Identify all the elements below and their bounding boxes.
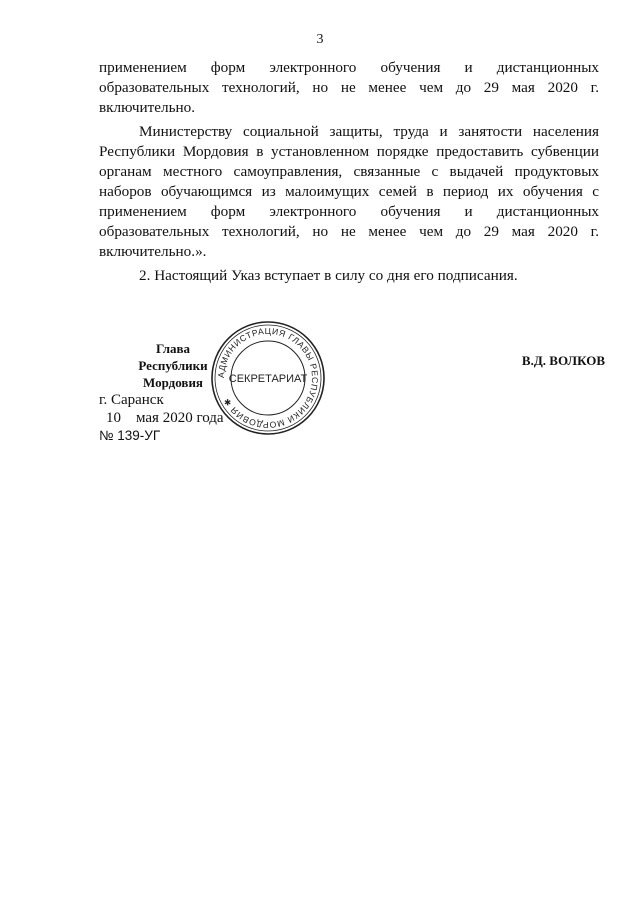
place-date <box>106 409 224 427</box>
stamp-center-text: СЕКРЕТАРИАТ <box>228 373 308 385</box>
signatory-name: В.Д. ВОЛКОВ <box>521 353 605 368</box>
signatory-title-line2: Республики Мордовия <box>138 358 208 390</box>
signatory-title-line1: Глава <box>155 341 191 356</box>
date-month-year: мая 2020 года <box>136 410 224 426</box>
decree-number: № 139-УГ <box>99 428 161 443</box>
stamp-ring-text: АДМИНИСТРАЦИЯ ГЛАВЫ РЕСПУБЛИКИ МОРДОВИЯ ✱ <box>215 325 321 431</box>
paragraph-effective-date: 2. Настоящий Указ вступает в силу со дня его подписания. <box>139 267 518 284</box>
paragraph-continuation: применением форм электронного обучения и дистанционных образовательных технологий, но не менее чем до 29 мая 2020 г. включительно. <box>99 59 599 116</box>
paragraph-ministry: Министерству социальной защиты, труда и занятости населения Республики Мордовия в установленном порядке предоставить субвенции органам местного самоуправления, связанные с выдачей продуктовых наборов обучающимся из малоимущих семей в период их обучения с применением форм электронного обучения и дистанционных образовательных технологий, но не менее чем до 29 мая 2020 г. включительно.». <box>99 123 599 260</box>
date-day: 10 <box>106 410 121 426</box>
decree-body <box>99 58 599 286</box>
page-number: 3 <box>316 32 324 47</box>
place-city: г. Саранск <box>99 392 164 408</box>
official-stamp-seal <box>208 318 328 438</box>
